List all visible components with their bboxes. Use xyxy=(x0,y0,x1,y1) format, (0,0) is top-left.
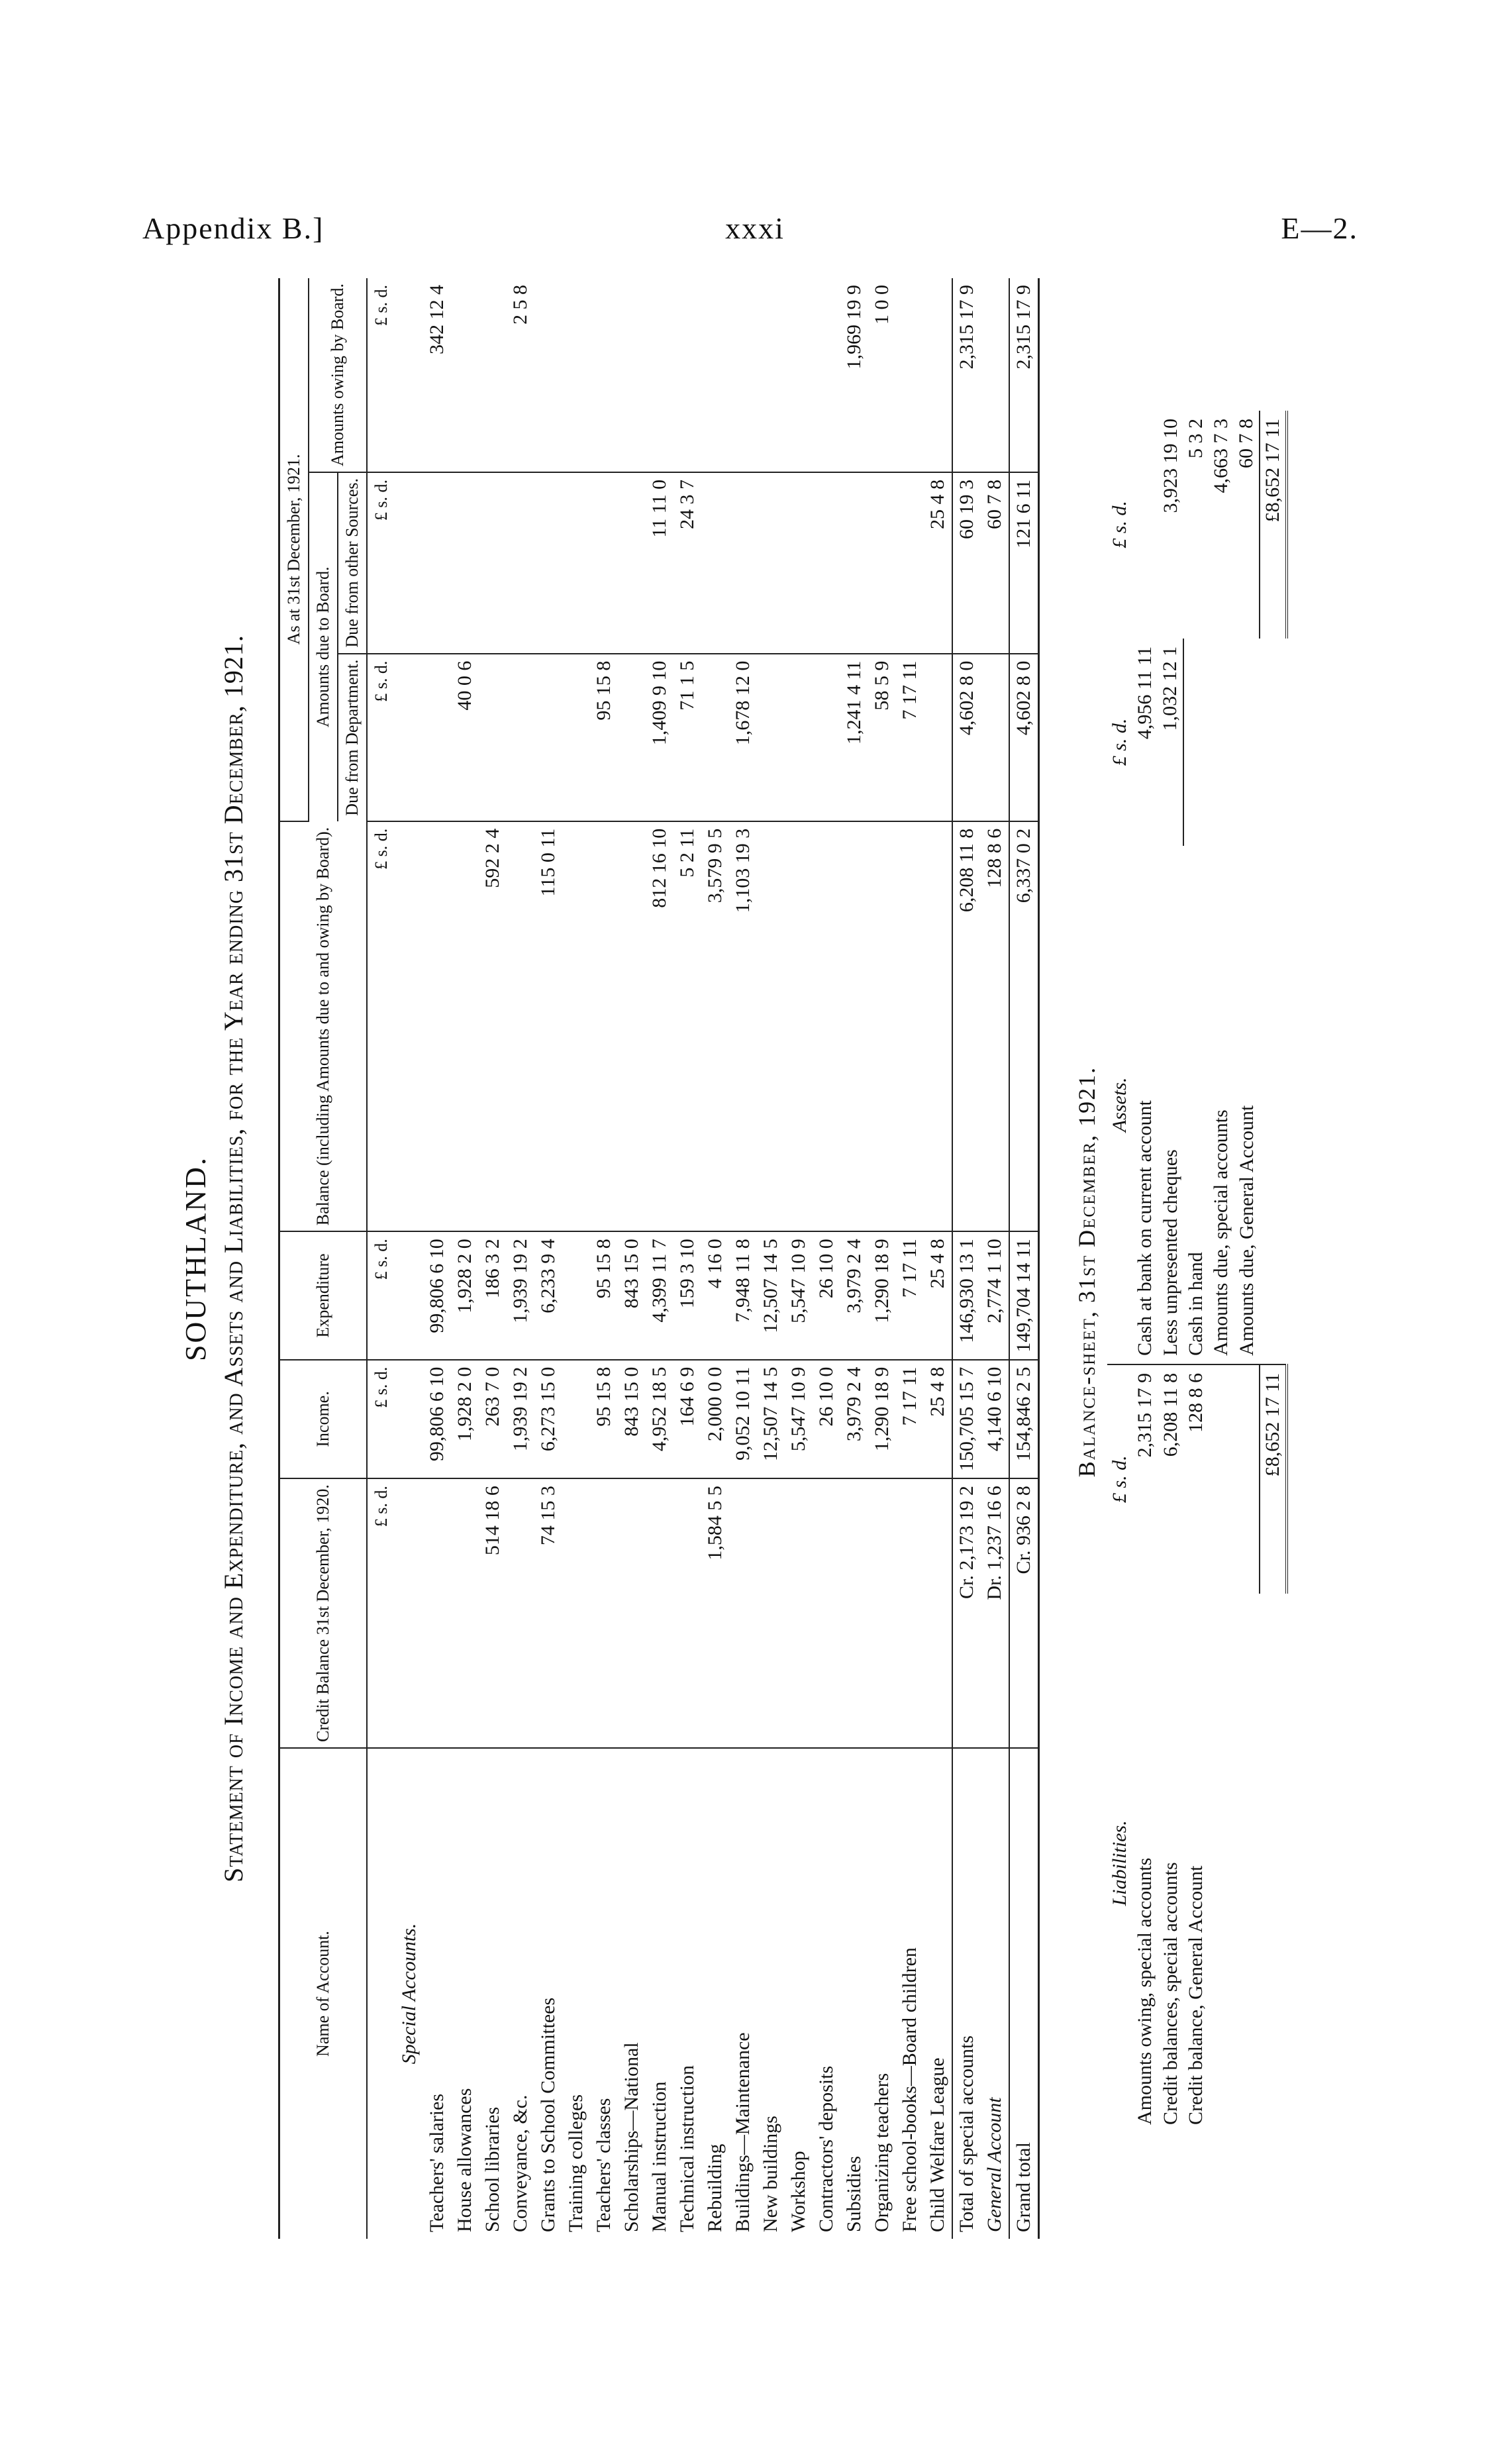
credit-cell xyxy=(673,1478,701,1748)
due-dept-cell: 4,602 8 0 xyxy=(952,654,981,821)
account-row xyxy=(562,278,590,2239)
currency-label: £ s. d. xyxy=(367,472,395,654)
balance-cell xyxy=(562,821,590,1232)
owing-cell xyxy=(757,278,785,472)
balance-cell: 128 8 6 xyxy=(981,821,1009,1232)
due-other-cell: 25 4 8 xyxy=(924,472,952,654)
due-dept-cell xyxy=(701,654,729,821)
due-other-cell xyxy=(507,472,534,654)
due-dept-cell: 71 1 5 xyxy=(673,654,701,821)
owing-cell: 1,969 19 9 xyxy=(840,278,868,472)
expenditure-cell: 99,806 6 10 xyxy=(423,1231,451,1359)
account-name: Training colleges xyxy=(565,2094,587,2232)
liability-amount: 2,315 17 9 xyxy=(1132,1364,1158,1594)
credit-cell xyxy=(451,1478,479,1748)
asset-label: Less unpresented cheques xyxy=(1159,1149,1181,1356)
balance-cell xyxy=(813,821,840,1232)
owing-cell xyxy=(896,278,924,472)
account-name: Grants to School Committees xyxy=(537,1997,559,2232)
asset-label: Amounts due, special accounts xyxy=(1210,1109,1232,1356)
credit-cell xyxy=(868,1478,896,1748)
due-other-cell: 24 3 7 xyxy=(673,472,701,654)
owing-cell xyxy=(451,278,479,472)
credit-cell: Cr. 2,173 19 2 xyxy=(952,1478,981,1748)
credit-cell xyxy=(562,1478,590,1748)
as-at-header: As at 31st December, 1921. xyxy=(279,278,309,821)
due-other-cell xyxy=(840,472,868,654)
due-other-cell xyxy=(757,472,785,654)
credit-cell xyxy=(785,1478,813,1748)
col-credit-header: Credit Balance 31st December, 1920. xyxy=(279,1478,368,1748)
due-other-cell: 121 6 11 xyxy=(1009,472,1039,654)
balance-cell xyxy=(785,821,813,1232)
owing-cell xyxy=(562,278,590,472)
expenditure-cell: 3,979 2 4 xyxy=(840,1231,868,1359)
owing-cell xyxy=(534,278,562,472)
expenditure-cell xyxy=(562,1231,590,1359)
owing-cell xyxy=(729,278,757,472)
currency-label: £ s. d. xyxy=(1109,501,1130,548)
appendix-label: Appendix B.] xyxy=(142,211,324,245)
credit-cell xyxy=(729,1478,757,1748)
account-name: School libraries xyxy=(481,2106,503,2232)
expenditure-cell: 146,930 13 1 xyxy=(952,1231,981,1359)
credit-cell xyxy=(757,1478,785,1748)
credit-cell xyxy=(423,1478,451,1748)
account-name: House allowances xyxy=(454,2088,475,2232)
due-other-cell: 11 11 0 xyxy=(646,472,673,654)
page-number: xxxi xyxy=(725,211,785,245)
balance-sheet-title: Balance-sheet, 31st December, 1921. xyxy=(1073,1066,1100,1478)
due-other-cell xyxy=(451,472,479,654)
expenditure-cell: 4,399 11 7 xyxy=(646,1231,673,1359)
income-cell: 6,273 15 0 xyxy=(534,1360,562,1479)
account-name: Teachers' classes xyxy=(593,2098,615,2232)
account-row xyxy=(785,278,813,2239)
account-name: Free school-books—Board children xyxy=(899,1947,921,2232)
account-row xyxy=(590,278,618,2239)
col-dept-header: Due from Department. xyxy=(338,654,367,821)
account-row xyxy=(924,278,952,2239)
due-dept-cell: 1,678 12 0 xyxy=(729,654,757,821)
income-cell: 12,507 14 5 xyxy=(757,1360,785,1479)
liability-amount: 128 8 6 xyxy=(1183,1364,1209,1594)
col-expenditure-header: Expenditure xyxy=(279,1231,368,1359)
liabilities-heading: Liabilities. xyxy=(1109,1820,1130,1906)
due-dept-cell xyxy=(813,654,840,821)
due-other-cell xyxy=(785,472,813,654)
owing-cell xyxy=(785,278,813,472)
account-name: Workshop xyxy=(787,2151,809,2232)
section-heading-row xyxy=(395,278,423,2239)
owing-cell xyxy=(701,278,729,472)
due-dept-cell xyxy=(479,654,507,821)
grand-total-row xyxy=(1009,278,1039,2239)
statement-table xyxy=(278,278,1040,2239)
expenditure-cell: 5,547 10 9 xyxy=(785,1231,813,1359)
liability-label: Credit balance, General Account xyxy=(1185,1865,1207,2125)
owing-cell: 2,315 17 9 xyxy=(1009,278,1039,472)
account-name: Organizing teachers xyxy=(871,2073,893,2232)
owing-cell xyxy=(924,278,952,472)
owing-cell xyxy=(981,278,1009,472)
account-name: Scholarships—National xyxy=(621,2042,642,2232)
due-dept-cell xyxy=(534,654,562,821)
currency-row xyxy=(367,278,395,2239)
credit-cell: 74 15 3 xyxy=(534,1478,562,1748)
income-cell: 4,952 18 5 xyxy=(646,1360,673,1479)
rotated-statement xyxy=(179,278,1344,2239)
balance-cell xyxy=(423,821,451,1232)
income-cell: 154,846 2 5 xyxy=(1009,1360,1039,1479)
due-dept-cell: 1,241 4 11 xyxy=(840,654,868,821)
expenditure-cell: 6,233 9 4 xyxy=(534,1231,562,1359)
income-cell: 263 7 0 xyxy=(479,1360,507,1479)
col-balance-header: Balance (including Amounts due to and owing by Board). xyxy=(279,821,368,1232)
asset-amount: 60 7 8 xyxy=(1235,419,1257,468)
account-row xyxy=(729,278,757,2239)
account-row xyxy=(451,278,479,2239)
liabilities-total: £8,652 17 11 xyxy=(1260,1364,1287,1594)
due-dept-cell xyxy=(757,654,785,821)
account-row xyxy=(896,278,924,2239)
income-cell: 9,052 10 11 xyxy=(729,1360,757,1479)
expenditure-cell: 2,774 1 10 xyxy=(981,1231,1009,1359)
due-other-cell: 60 7 8 xyxy=(981,472,1009,654)
income-cell: 26 10 0 xyxy=(813,1360,840,1479)
balance-sheet-table xyxy=(1107,411,1288,2133)
account-name: Rebuilding xyxy=(704,2143,726,2232)
col-income-header: Income. xyxy=(279,1360,368,1479)
income-cell xyxy=(562,1360,590,1479)
owing-cell xyxy=(673,278,701,472)
expenditure-cell: 1,928 2 0 xyxy=(451,1231,479,1359)
assets-heading: Assets. xyxy=(1109,1077,1130,1133)
currency-label: £ s. d. xyxy=(367,1231,395,1359)
owing-cell: 1 0 0 xyxy=(868,278,896,472)
asset-amount: 5 3 2 xyxy=(1185,419,1207,458)
due-other-cell xyxy=(534,472,562,654)
account-name: Grand total xyxy=(1009,1748,1039,2239)
account-name: Buildings—Maintenance xyxy=(732,2032,754,2232)
income-cell: 164 6 9 xyxy=(673,1360,701,1479)
expenditure-cell: 25 4 8 xyxy=(924,1231,952,1359)
balance-cell xyxy=(840,821,868,1232)
account-name: Subsidies xyxy=(843,2155,865,2232)
due-dept-cell: 40 0 6 xyxy=(451,654,479,821)
expenditure-cell: 26 10 0 xyxy=(813,1231,840,1359)
balance-cell: 1,103 19 3 xyxy=(729,821,757,1232)
due-dept-cell: 7 17 11 xyxy=(896,654,924,821)
owing-cell xyxy=(590,278,618,472)
balance-cell xyxy=(757,821,785,1232)
currency-label: £ s. d. xyxy=(367,1360,395,1479)
due-dept-cell xyxy=(507,654,534,821)
balance-cell xyxy=(507,821,534,1232)
due-other-cell: 60 19 3 xyxy=(952,472,981,654)
account-name: Manual instruction xyxy=(648,2081,670,2232)
due-dept-cell xyxy=(785,654,813,821)
income-cell: 1,928 2 0 xyxy=(451,1360,479,1479)
credit-cell xyxy=(590,1478,618,1748)
expenditure-cell: 843 15 0 xyxy=(618,1231,646,1359)
currency-label: £ s. d. xyxy=(367,654,395,821)
account-name: Total of special accounts xyxy=(952,1748,981,2239)
account-row xyxy=(534,278,562,2239)
currency-label: £ s. d. xyxy=(367,278,395,472)
due-dept-cell xyxy=(981,654,1009,821)
due-dept-cell xyxy=(562,654,590,821)
income-cell: 1,290 18 9 xyxy=(868,1360,896,1479)
account-name: Child Welfare League xyxy=(926,2057,948,2232)
col-owing-header: Amounts owing by Board. xyxy=(309,278,367,472)
expenditure-cell: 4 16 0 xyxy=(701,1231,729,1359)
region-title: SOUTHLAND. xyxy=(179,1156,212,1361)
account-name: New buildings xyxy=(760,2116,781,2232)
balance-sheet xyxy=(1073,411,1288,2133)
document-code: E—2. xyxy=(1281,211,1358,245)
asset-amount: 3,923 19 10 xyxy=(1159,419,1181,513)
expenditure-cell: 159 3 10 xyxy=(673,1231,701,1359)
income-cell: 5,547 10 9 xyxy=(785,1360,813,1479)
credit-cell: Dr. 1,237 16 6 xyxy=(981,1478,1009,1748)
currency-label: £ s. d. xyxy=(1109,718,1130,766)
due-other-cell xyxy=(618,472,646,654)
account-row xyxy=(646,278,673,2239)
balance-cell xyxy=(590,821,618,1232)
account-row xyxy=(840,278,868,2239)
due-other-cell xyxy=(701,472,729,654)
total-row xyxy=(952,278,981,2239)
amounts-due-header: Amounts due to Board. xyxy=(309,472,338,821)
statement-body xyxy=(367,278,1039,2239)
due-dept-cell xyxy=(618,654,646,821)
asset-subamount: 4,956 11 11 xyxy=(1134,646,1156,740)
account-row xyxy=(757,278,785,2239)
due-dept-cell xyxy=(423,654,451,821)
account-row xyxy=(507,278,534,2239)
liability-label: Amounts owing, special accounts xyxy=(1134,1857,1156,2125)
account-row xyxy=(423,278,451,2239)
account-name: General Account xyxy=(983,2097,1005,2232)
expenditure-cell: 186 3 2 xyxy=(479,1231,507,1359)
owing-cell: 2,315 17 9 xyxy=(952,278,981,472)
credit-cell xyxy=(813,1478,840,1748)
income-cell: 843 15 0 xyxy=(618,1360,646,1479)
expenditure-cell: 1,290 18 9 xyxy=(868,1231,896,1359)
asset-amount: 4,663 7 3 xyxy=(1210,419,1232,493)
credit-cell xyxy=(646,1478,673,1748)
expenditure-cell: 12,507 14 5 xyxy=(757,1231,785,1359)
balance-cell: 812 16 10 xyxy=(646,821,673,1232)
due-other-cell xyxy=(729,472,757,654)
due-other-cell xyxy=(562,472,590,654)
due-dept-cell: 95 15 8 xyxy=(590,654,618,821)
due-other-cell xyxy=(813,472,840,654)
page-header xyxy=(0,0,1494,278)
owing-cell xyxy=(813,278,840,472)
liability-amount: 6,208 11 8 xyxy=(1158,1364,1183,1594)
due-other-cell xyxy=(479,472,507,654)
account-name: Teachers' salaries xyxy=(426,2093,448,2232)
credit-cell xyxy=(896,1478,924,1748)
expenditure-cell: 7,948 11 8 xyxy=(729,1231,757,1359)
assets-total: £8,652 17 11 xyxy=(1260,411,1287,639)
income-cell: 95 15 8 xyxy=(590,1360,618,1479)
expenditure-cell: 95 15 8 xyxy=(590,1231,618,1359)
owing-cell: 2 5 8 xyxy=(507,278,534,472)
balance-cell xyxy=(924,821,952,1232)
owing-cell xyxy=(618,278,646,472)
due-other-cell xyxy=(423,472,451,654)
balance-cell: 5 2 11 xyxy=(673,821,701,1232)
balance-cell xyxy=(618,821,646,1232)
total-row xyxy=(981,278,1009,2239)
owing-cell xyxy=(646,278,673,472)
credit-cell xyxy=(924,1478,952,1748)
owing-cell xyxy=(479,278,507,472)
account-row xyxy=(479,278,507,2239)
balance-cell: 592 2 4 xyxy=(479,821,507,1232)
balance-cell xyxy=(451,821,479,1232)
asset-label: Cash at bank on current account xyxy=(1134,1100,1156,1356)
income-cell: 4,140 6 10 xyxy=(981,1360,1009,1479)
credit-cell: 1,584 5 5 xyxy=(701,1478,729,1748)
balance-cell: 6,208 11 8 xyxy=(952,821,981,1232)
account-row xyxy=(673,278,701,2239)
account-row xyxy=(813,278,840,2239)
account-name: Conveyance, &c. xyxy=(509,2094,531,2232)
balance-cell: 3,579 9 5 xyxy=(701,821,729,1232)
asset-subamount: 1,032 12 1 xyxy=(1158,639,1183,846)
col-other-header: Due from other Sources. xyxy=(338,472,367,654)
expenditure-cell: 149,704 14 11 xyxy=(1009,1231,1039,1359)
balance-cell xyxy=(896,821,924,1232)
expenditure-cell: 7 17 11 xyxy=(896,1231,924,1359)
balance-cell xyxy=(868,821,896,1232)
account-row xyxy=(868,278,896,2239)
balance-cell: 6,337 0 2 xyxy=(1009,821,1039,1232)
expenditure-cell: 1,939 19 2 xyxy=(507,1231,534,1359)
credit-cell: 514 18 6 xyxy=(479,1478,507,1748)
credit-cell xyxy=(840,1478,868,1748)
account-row xyxy=(701,278,729,2239)
due-dept-cell xyxy=(924,654,952,821)
income-cell: 25 4 8 xyxy=(924,1360,952,1479)
due-other-cell xyxy=(896,472,924,654)
liability-label: Credit balances, special accounts xyxy=(1159,1862,1181,2125)
income-cell: 150,705 15 7 xyxy=(952,1360,981,1479)
statement-title: Statement of Income and Expenditure, and Assets and Liabilities, for the Year ending 31st December, 1921. xyxy=(219,635,248,1882)
account-row xyxy=(618,278,646,2239)
due-dept-cell: 58 5 9 xyxy=(868,654,896,821)
balance-cell: 115 0 11 xyxy=(534,821,562,1232)
owing-cell: 342 12 4 xyxy=(423,278,451,472)
income-cell: 3,979 2 4 xyxy=(840,1360,868,1479)
due-other-cell xyxy=(590,472,618,654)
title-block xyxy=(179,278,249,2239)
asset-label: Amounts due, General Account xyxy=(1235,1105,1258,1356)
currency-label: £ s. d. xyxy=(1107,1364,1132,1594)
income-cell: 99,806 6 10 xyxy=(423,1360,451,1479)
currency-label: £ s. d. xyxy=(367,821,395,1232)
currency-label: £ s. d. xyxy=(367,1478,395,1748)
account-name: Technical instruction xyxy=(676,2065,698,2232)
income-cell: 7 17 11 xyxy=(896,1360,924,1479)
due-other-cell xyxy=(868,472,896,654)
credit-cell xyxy=(507,1478,534,1748)
due-dept-cell: 4,602 8 0 xyxy=(1009,654,1039,821)
special-accounts-heading: Special Accounts. xyxy=(398,1923,420,2065)
asset-label: Cash in hand xyxy=(1185,1252,1207,1356)
account-name: Contractors' deposits xyxy=(815,2065,837,2232)
income-cell: 2,000 0 0 xyxy=(701,1360,729,1479)
credit-cell: Cr. 936 2 8 xyxy=(1009,1478,1039,1748)
income-cell: 1,939 19 2 xyxy=(507,1360,534,1479)
credit-cell xyxy=(618,1478,646,1748)
due-dept-cell: 1,409 9 10 xyxy=(646,654,673,821)
col-name-header: Name of Account. xyxy=(279,1748,368,2239)
